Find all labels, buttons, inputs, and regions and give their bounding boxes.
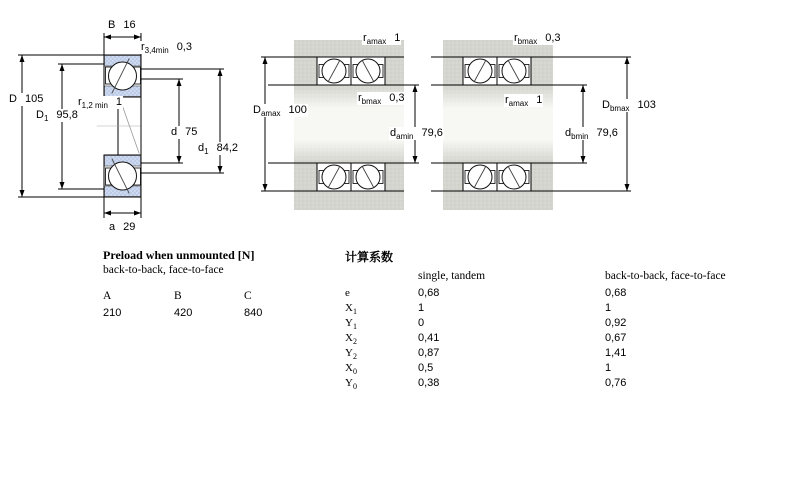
factor-row-label: $Y_0$ (345, 377, 357, 391)
dim-label-D: D 105 (9, 93, 44, 105)
factor-single-value: 0 (418, 317, 425, 329)
factor-paired-value: 1 (605, 302, 612, 314)
dim-label-B: B 16 (108, 19, 136, 31)
factor-row-label: $X_1$ (345, 302, 357, 316)
factor-single-value: 1 (418, 302, 425, 314)
factor-row-label: $X_0$ (345, 362, 357, 376)
dim-label-Dbmax: $D_{bmax}$ 103 (602, 99, 656, 113)
dim-label-dbmin: $d_{bmin}$ 79,6 (565, 127, 618, 141)
factor-paired-value: 0,67 (605, 332, 627, 344)
paired-bearings-b-drawing (431, 40, 631, 210)
factor-row-label: e (345, 287, 350, 299)
dim-label-D1: $D_1$ 95,8 (36, 109, 78, 123)
preload-value-C: 840 (244, 307, 263, 319)
factor-single-value: 0,41 (418, 332, 440, 344)
factor-single-value: 0,5 (418, 362, 434, 374)
factor-row-label: $X_2$ (345, 332, 357, 346)
dim-label-r12min: $r_{1,2 min}$ 1 (78, 96, 123, 110)
preload-value-B: 420 (174, 307, 193, 319)
factors-title: 计算系数 (345, 250, 394, 264)
preload-title: Preload when unmounted [N] (103, 248, 255, 262)
factor-single-value: 0,87 (418, 347, 440, 359)
dim-label-r34min: $r_{3,4min}$ 0,3 (141, 41, 192, 55)
factor-paired-value: 1 (605, 362, 612, 374)
preload-col-A: A (103, 290, 112, 302)
dim-label-rbmax-top: $r_{bmax}$ 0,3 (514, 32, 561, 46)
preload-subtitle: back-to-back, face-to-face (103, 264, 224, 276)
preload-col-C: C (244, 290, 252, 302)
dim-label-d: d 75 (171, 126, 198, 138)
factor-paired-value: 1,41 (605, 347, 627, 359)
dim-label-a: a 29 (109, 221, 136, 233)
factors-col1-header: single, tandem (418, 270, 486, 282)
dim-label-d1: $d_1$ 84,2 (198, 142, 238, 156)
factor-paired-value: 0,76 (605, 377, 627, 389)
dim-label-Damax: $D_{amax}$ 100 (253, 104, 307, 118)
dim-label-ramax-top: $r_{amax}$ 1 (363, 32, 401, 46)
factor-single-value: 0,38 (418, 377, 440, 389)
factor-row-label: $Y_1$ (345, 317, 357, 331)
bearing-pair (317, 163, 385, 191)
dim-label-rbmax-mid: $r_{bmax}$ 0,3 (358, 92, 405, 106)
factor-row-label: $Y_2$ (345, 347, 357, 361)
factors-col2-header: back-to-back, face-to-face (605, 270, 726, 282)
paired-bearings-a-drawing (261, 40, 419, 210)
single-bearing-drawing (97, 55, 141, 197)
bearing-pair (317, 57, 385, 85)
dim-label-ramax-mid: $r_{amax}$ 1 (505, 94, 543, 108)
factor-single-value: 0,68 (418, 287, 440, 299)
preload-col-B: B (174, 290, 182, 302)
bearing-pair (463, 163, 531, 191)
factor-paired-value: 0,92 (605, 317, 627, 329)
bearing-pair (463, 57, 531, 85)
dim-label-damin: $d_{amin}$ 79,6 (390, 127, 443, 141)
preload-value-A: 210 (103, 307, 122, 319)
factor-paired-value: 0,68 (605, 287, 627, 299)
